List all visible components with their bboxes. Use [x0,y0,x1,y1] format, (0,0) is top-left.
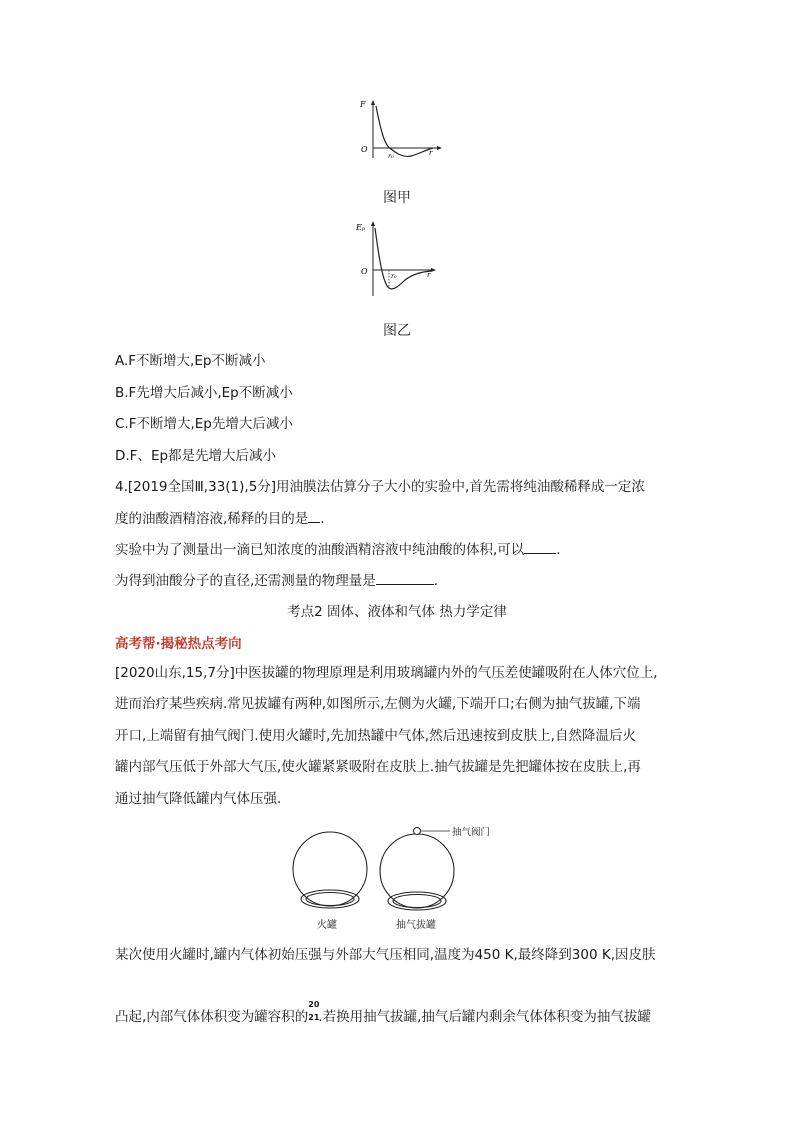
fire-jar-rim-inner [306,893,354,906]
question-4-line-3-text: 实验中为了测量出一滴已知浓度的油酸酒精溶液中纯油酸的体积,可以 [115,542,525,558]
problem-line-3: 开口,上端留有抽气阀门.使用火罐时,先加热罐中气体,然后迅速按到皮肤上,自然降温后火 [115,728,636,744]
problem-line-4: 罐内部气压低于外部大气压,使火罐紧紧吸附在皮肤上.抽气拔罐是先把罐体按在皮肤上,再 [115,759,641,775]
fraction-numerator: 20 [308,1000,320,1009]
section-banner: 高考帮·揭秘热点考向 [115,636,242,652]
suction-jar-label: 抽气拔罐 [396,920,436,931]
fraction-denominator: 21 [308,1013,320,1022]
continuation-line-2-text: 凸起,内部气体体积变为罐容积的 [115,1009,309,1025]
valve-label: 抽气阀门 [452,827,491,838]
problem-line-5: 通过抽气降低罐内气体压强. [115,791,282,807]
option-d: D.F、Ep都是先增大后减小 [115,448,277,464]
question-4-line-1: 4.[2019全国Ⅲ,33(1),5分]用油膜法估算分子大小的实验中,首先需将纯油酸稀释成一定浓 [115,479,645,495]
question-4-line-4-end: . [433,573,439,589]
section-title: 考点2 固体、液体和气体 热力学定律 [287,604,507,620]
figure-a-r0-label: r₀ [388,152,394,160]
option-a: A.F不断增大,Ep不断减小 [115,353,266,369]
figure-b-curve [375,228,431,289]
figure-a-y-label: F [360,100,366,109]
figure-b-x-label: r [427,271,431,279]
question-4-line-4-text: 为得到油酸分子的直径,还需测量的物理量是 [115,573,376,589]
figure-b-r0-label: r₀ [391,272,397,280]
figure-b-y-label: Eₚ [356,223,366,232]
figure-a-curve [376,106,433,156]
option-b: B.F先增大后减小,Ep不断减小 [115,385,293,401]
fire-jar-label: 火罐 [317,920,337,931]
figure-a-force-graph [355,98,445,163]
question-4-line-2 [115,508,325,529]
option-c: C.F不断增大,Ep先增大后减小 [115,416,293,432]
figure-a-origin: O [361,145,368,154]
figure-b-caption: 图乙 [383,323,411,339]
question-4-line-4 [115,570,438,591]
problem-line-2: 进而治疗某些疾病.常见拔罐有两种,如图所示,左侧为火罐,下端开口;右侧为抽气拔罐,下端 [115,696,641,712]
answer-blank-3[interactable] [376,570,434,585]
question-4-line-3-end: . [556,542,561,558]
figure-b-energy-graph [353,218,443,300]
question-4-line-3 [115,539,561,560]
continuation-line-2-end: .若换用抽气拔罐,抽气后罐内剩余气体体积变为抽气拔罐 [318,1009,651,1025]
question-4-line-2-text: 度的油酸酒精溶液,稀释的目的是 [115,511,309,527]
figure-a-x-label: r [429,149,433,157]
continuation-line-1: 某次使用火罐时,罐内气体初始压强与外部大气压相同,温度为450 K,最终降到300 K,因皮肤 [115,947,656,963]
figure-b-x-arrow [431,268,436,272]
answer-blank-2[interactable] [524,539,556,554]
figure-b-y-arrow [371,221,375,226]
figure-a-y-arrow [371,100,375,105]
suction-jar-rim-inner [393,895,441,908]
answer-blank-1[interactable] [308,508,320,523]
figure-a-x-arrow [437,146,442,150]
question-4-line-2-end: . [320,511,325,527]
figure-a-caption: 图甲 [383,190,411,206]
problem-line-1: [2020山东,15,7分]中医拔罐的物理原理是利用玻璃罐内外的气压差使罐吸附在人体穴位上, [115,665,658,681]
valve-icon [414,828,421,835]
figure-b-origin: O [361,267,368,276]
continuation-line-2 [115,1000,651,1027]
